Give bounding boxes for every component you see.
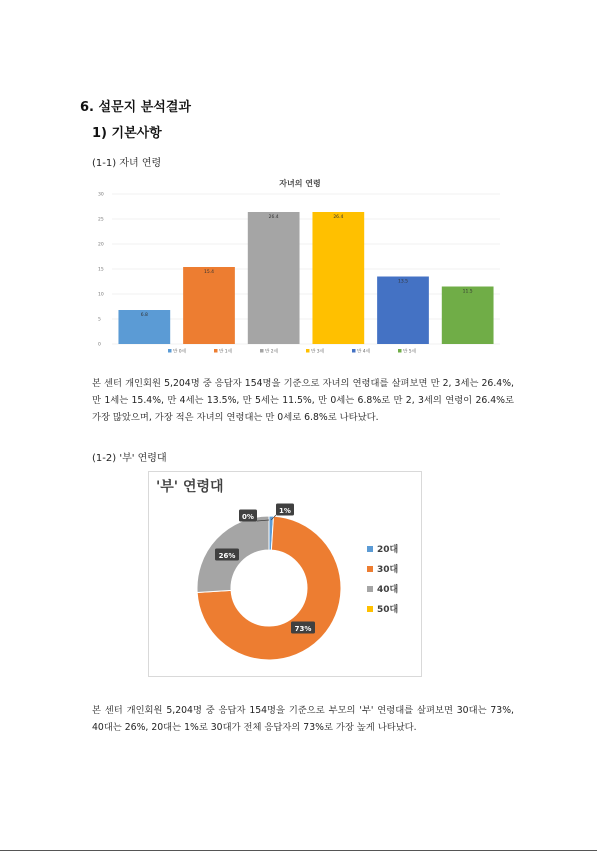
bar [248, 212, 300, 344]
legend-swatch [352, 349, 356, 353]
bar-chart-title: 자녀의 연령 [279, 179, 321, 188]
donut-data-label: 1% [279, 507, 291, 515]
subsection-title: 1) 기본사항 [92, 126, 162, 141]
legend-swatch [367, 586, 373, 592]
bar [312, 212, 364, 344]
bar-value-label: 6.8 [140, 313, 148, 318]
y-tick-label: 10 [98, 292, 104, 298]
legend-label: 50대 [377, 605, 399, 615]
figure-caption-2: (1-2) '부' 연령대 [92, 453, 167, 464]
bar-value-label: 13.5 [397, 279, 409, 285]
y-tick-label: 0 [98, 342, 101, 348]
bar-value-label: 15.4 [203, 270, 215, 275]
legend-swatch [367, 566, 373, 572]
legend-swatch [214, 349, 218, 353]
bar [377, 277, 429, 345]
legend-label: 만 3세 [311, 349, 324, 355]
y-tick-label: 5 [98, 317, 101, 323]
bar-value-label: 26.4 [333, 215, 344, 220]
child-age-bar-chart [90, 172, 510, 360]
legend-label: 만 0세 [173, 349, 186, 355]
y-tick-label: 20 [98, 242, 104, 248]
donut-data-label: 0% [242, 513, 254, 521]
page-bottom-rule [0, 850, 597, 851]
bar [442, 287, 494, 345]
donut-data-label: 73% [294, 625, 312, 633]
legend-label: 20대 [377, 545, 399, 555]
analysis-paragraph-2: 본 센터 개인회원 5,204명 중 응답자 154명을 기준으로 부모의 '부' 연령대를 살펴보면 30대는 73%, 40대는 26%, 20대는 1%로 30대가 전체 응답자의 73%로 가장 높게 나타났다. [92, 705, 514, 733]
section-title: 6. 설문지 분석결과 [80, 100, 191, 115]
legend-label: 만 5세 [403, 349, 416, 355]
y-tick-label: 30 [98, 192, 104, 198]
legend-swatch [168, 349, 172, 353]
bar [183, 267, 235, 344]
legend-label: 만 4세 [357, 349, 370, 355]
legend-swatch [367, 546, 373, 552]
donut-chart-title: '부' 연령대 [156, 479, 224, 495]
analysis-paragraph-1: 본 센터 개인회원 5,204명 중 응답자 154명을 기준으로 자녀의 연령대를 살펴보면 만 2, 3세는 26.4%, 만 1세는 15.4%, 만 4세는 13.5%, 만 5세는 11.5%, 만 0세는 6.8%로 만 2, 3세의 연령이 26.4%로 가장 많았으며, 가장 적은 자녀의 연령대는 만 0세로 6.8%로 나타났다. [92, 378, 514, 423]
figure-caption-1: (1-1) 자녀 연령 [92, 158, 162, 169]
legend-label: 30대 [377, 565, 399, 575]
y-tick-label: 15 [98, 267, 104, 273]
legend-swatch [306, 349, 310, 353]
bar-value-label: 26.4 [268, 215, 279, 220]
y-tick-label: 25 [98, 217, 104, 223]
bar-value-label: 11.5 [462, 289, 473, 295]
legend-swatch [367, 606, 373, 612]
legend-label: 만 1세 [219, 349, 232, 355]
legend-label: 만 2세 [265, 349, 278, 355]
legend-label: 40대 [377, 585, 399, 595]
father-age-donut-chart [148, 471, 422, 677]
donut-data-label: 26% [218, 552, 236, 560]
legend-swatch [260, 349, 264, 353]
legend-swatch [398, 349, 402, 353]
